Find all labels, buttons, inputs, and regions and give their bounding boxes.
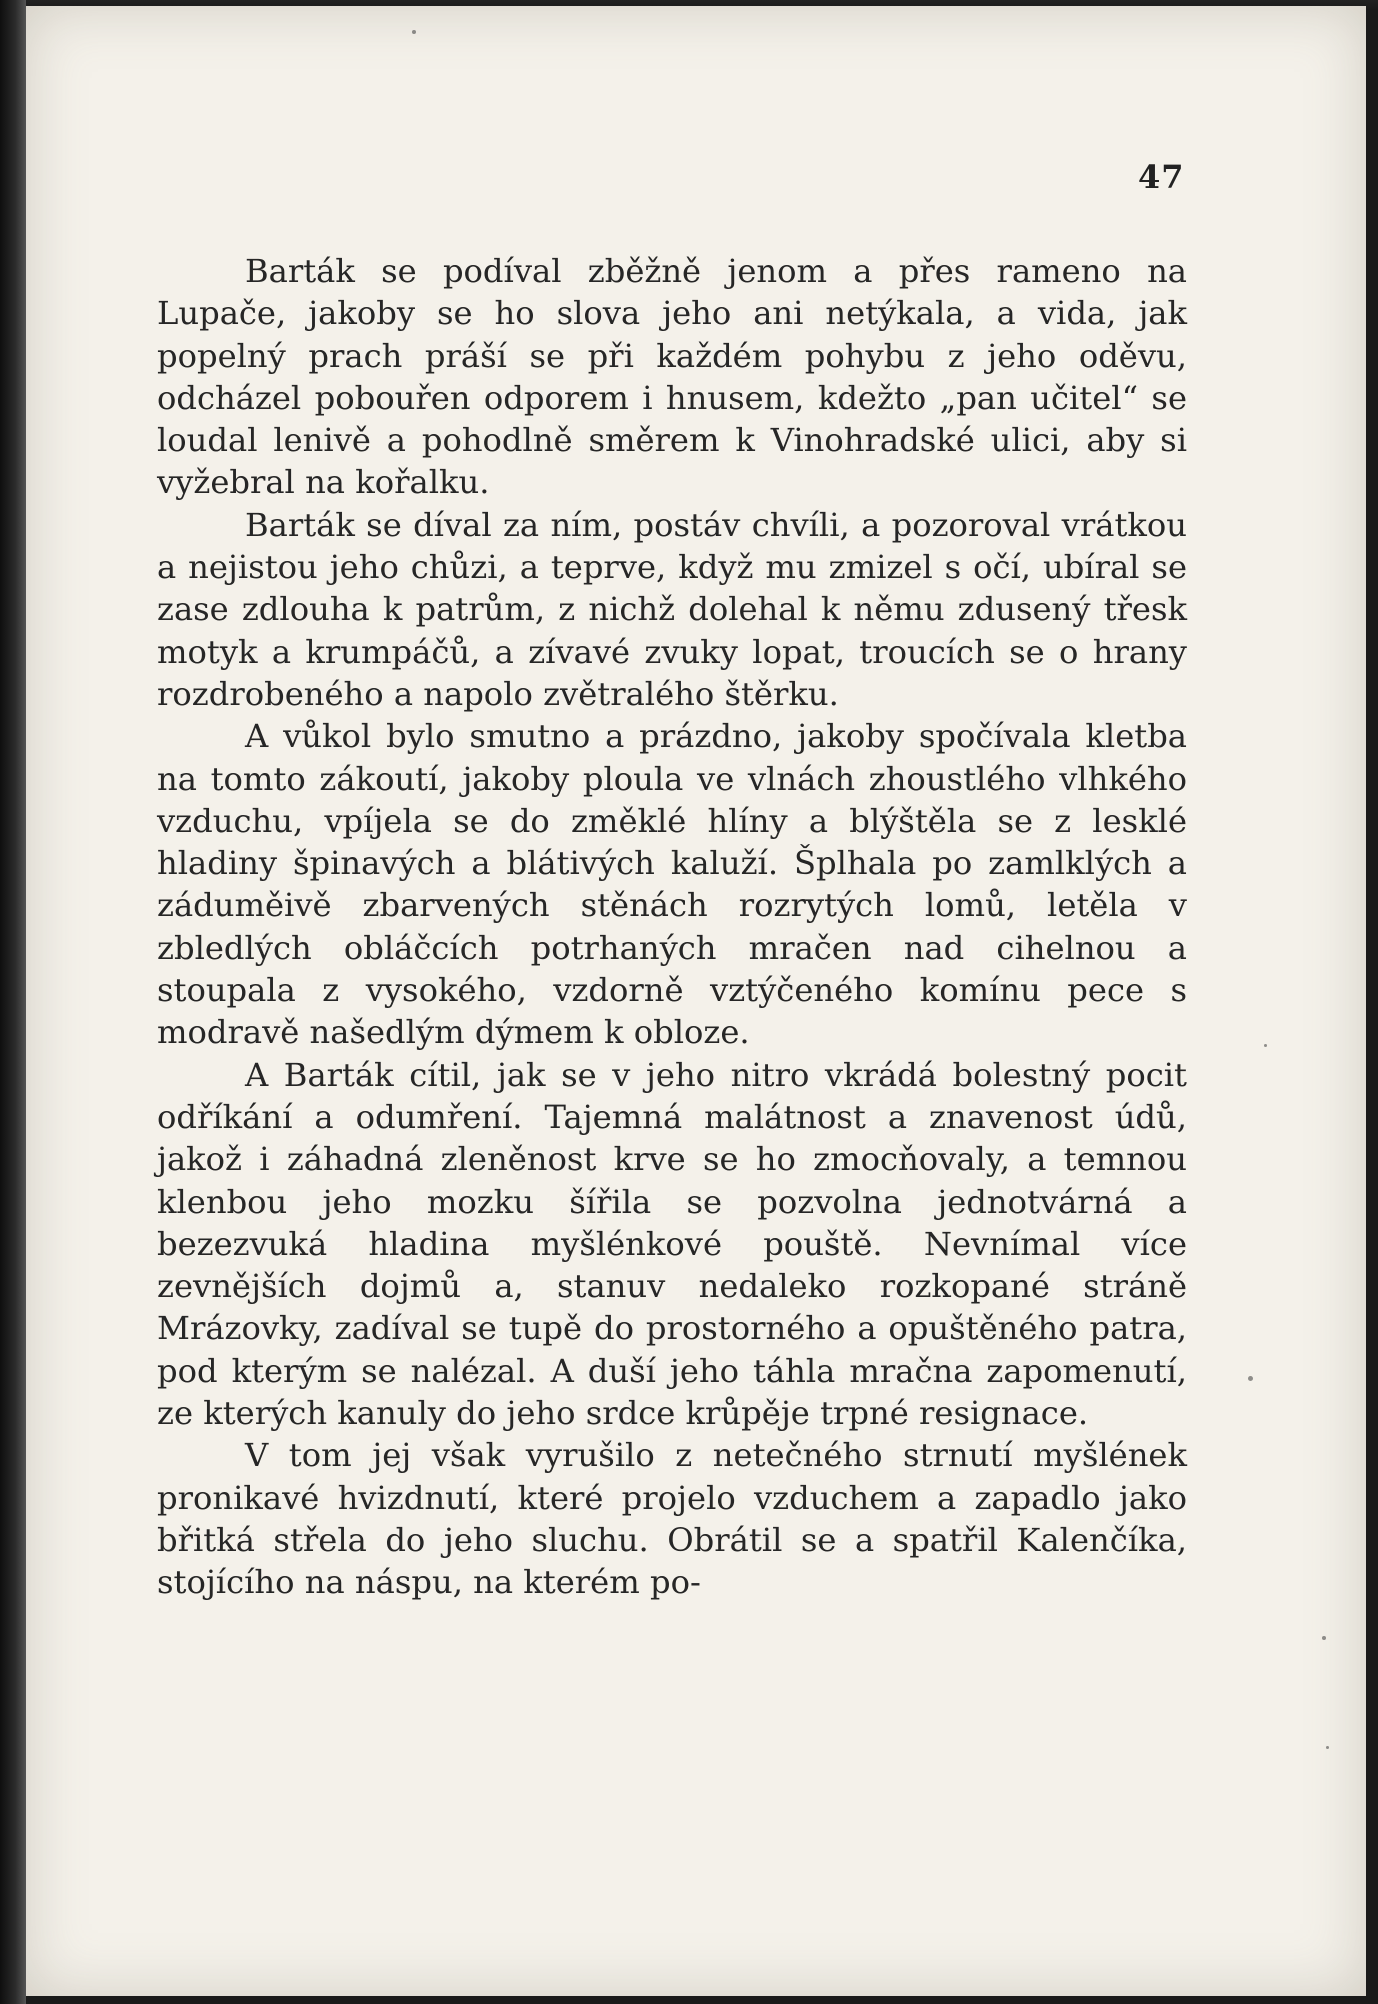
- paper-speck: [1326, 1746, 1329, 1749]
- paragraph-5: V tom jej však vyrušilo z netečného strnutí myšlének pronikavé hvizdnutí, které projelo vzduchem a zapadlo jako břitká střela do jeho sluchu. Obrátil se a spatřil Kalenčíka, stojícího na náspu, na kterém po-: [157, 1436, 1187, 1602]
- book-binding-edge: [0, 0, 26, 2004]
- paper-speck: [1248, 1376, 1253, 1381]
- paper-speck: [412, 30, 416, 34]
- paragraph-1: Barták se podíval zběžně jenom a přes rameno na Lupače, jakoby se ho slova jeho ani netýkala, a vida, jak popelný prach práší se při každém pohybu z jeho oděvu, odcházel pobouřen odporem i hnusem, kdežto „pan učitel“ se loudal lenivě a pohodlně směrem k Vinohradské ulici, aby si vyžebral na kořalku.: [157, 252, 1187, 502]
- paper-speck: [1264, 1044, 1267, 1047]
- body-text: [157, 250, 1187, 1604]
- paragraph-3: A vůkol bylo smutno a prázdno, jakoby spočívala kletba na tomto zákoutí, jakoby ploula ve vlnách zhoustlého vlhkého vzduchu, vpíjela se do změklé hlíny a blýštěla se z lesklé hladiny špinavých a blátivých kaluží. Šplhala po zamlklých a záduměivě zbarvených stěnách rozrytých lomů, letěla v zbledlých obláčcích potrhaných mračen nad cihelnou a stoupala z vysokého, vzdorně vztýčeného komínu pece s modravě našedlým dýmem k obloze.: [157, 717, 1187, 1052]
- paragraph-2: Barták se díval za ním, postáv chvíli, a pozoroval vrátkou a nejistou jeho chůzi, a teprve, když mu zmizel s očí, ubíral se zase zdlouha k patrům, z nichž dolehal k němu zdusený třesk motyk a krumpáčů, a zívavé zvuky lopat, troucích se o hrany rozdrobeného a napolo zvětralého štěrku.: [157, 505, 1187, 713]
- page-number: 47: [1138, 158, 1185, 196]
- paper-speck: [1322, 1636, 1326, 1640]
- paragraph-4: A Barták cítil, jak se v jeho nitro vkrádá bolestný pocit odříkání a odumření. Tajemná malátnost a znavenost údů, jakož i záhadná zleněnost krve se ho zmocňovaly, a temnou klenbou jeho mozku šířila se pozvolna jednotvárná a bezezvuká hladina myšlénkové pouště. Nevnímal více zevnějších dojmů a, stanuv nedaleko rozkopané stráně Mrázovky, zadíval se tupě do prostorného a opuštěného patra, pod kterým se nalézal. A duší jeho táhla mračna zapomenutí, ze kterých kanuly do jeho srdce krůpěje trpné resignace.: [157, 1055, 1187, 1433]
